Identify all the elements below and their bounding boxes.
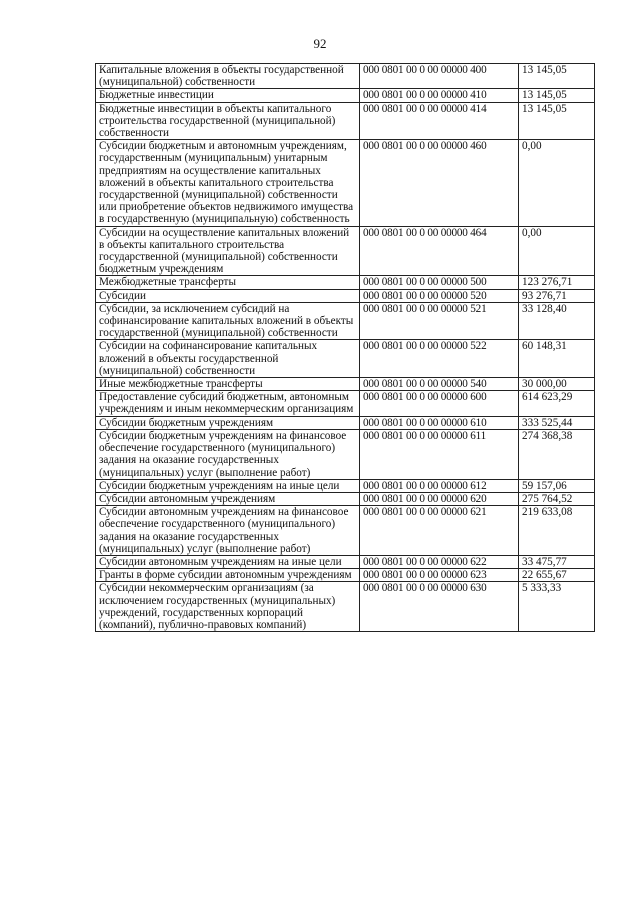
row-code: 000 0801 00 0 00 00000 610: [360, 416, 519, 429]
table-row: [96, 378, 595, 391]
row-code: 000 0801 00 0 00 00000 414: [360, 102, 519, 140]
table-row: [96, 140, 595, 226]
row-amount: 93 276,71: [519, 289, 595, 302]
row-code: 000 0801 00 0 00 00000 612: [360, 479, 519, 492]
row-amount: 274 368,38: [519, 429, 595, 479]
table-row: [96, 391, 595, 416]
row-name: Предоставление субсидий бюджетным, автономным учреждениям и иным некоммерческим организациям: [96, 391, 360, 416]
table-row: [96, 102, 595, 140]
row-code: 000 0801 00 0 00 00000 611: [360, 429, 519, 479]
row-amount: 219 633,08: [519, 506, 595, 556]
table-row: [96, 276, 595, 289]
row-code: 000 0801 00 0 00 00000 623: [360, 569, 519, 582]
row-name: Межбюджетные трансферты: [96, 276, 360, 289]
row-amount: 13 145,05: [519, 89, 595, 102]
row-amount: 33 475,77: [519, 555, 595, 568]
table-row: [96, 555, 595, 568]
table-row: [96, 289, 595, 302]
row-amount: 13 145,05: [519, 102, 595, 140]
row-code: 000 0801 00 0 00 00000 400: [360, 64, 519, 89]
row-name: Бюджетные инвестиции в объекты капитального строительства государственной (муниципальной) собственности: [96, 102, 360, 140]
row-name: Капитальные вложения в объекты государственной (муниципальной) собственности: [96, 64, 360, 89]
row-code: 000 0801 00 0 00 00000 622: [360, 555, 519, 568]
row-code: 000 0801 00 0 00 00000 600: [360, 391, 519, 416]
row-name: Субсидии бюджетным учреждениям на финансовое обеспечение государственного (муниципального) задания на оказание государственных (муниципальных) услуг (выполнение работ): [96, 429, 360, 479]
row-name: Субсидии автономным учреждениям на финансовое обеспечение государственного (муниципального) задания на оказание государственных (муниципальных) услуг (выполнение работ): [96, 506, 360, 556]
row-name: Субсидии автономным учреждениям на иные цели: [96, 555, 360, 568]
table-row: [96, 89, 595, 102]
table-row: [96, 340, 595, 378]
table-row: [96, 569, 595, 582]
row-name: Субсидии, за исключением субсидий на софинансирование капитальных вложений в объекты государственной (муниципальной) собственности: [96, 302, 360, 340]
row-name: Бюджетные инвестиции: [96, 89, 360, 102]
row-amount: 614 623,29: [519, 391, 595, 416]
row-code: 000 0801 00 0 00 00000 410: [360, 89, 519, 102]
row-code: 000 0801 00 0 00 00000 621: [360, 506, 519, 556]
table-row: [96, 582, 595, 632]
row-name: Субсидии на осуществление капитальных вложений в объекты капитального строительства государственной (муниципальной) собственности бюджетным учреждениям: [96, 226, 360, 276]
row-name: Субсидии автономным учреждениям: [96, 492, 360, 505]
row-name: Субсидии бюджетным учреждениям: [96, 416, 360, 429]
row-name: Субсидии бюджетным учреждениям на иные цели: [96, 479, 360, 492]
row-amount: 0,00: [519, 226, 595, 276]
page-number: 92: [313, 36, 327, 51]
table-row: [96, 492, 595, 505]
row-code: 000 0801 00 0 00 00000 521: [360, 302, 519, 340]
budget-table: [95, 63, 595, 632]
row-amount: 275 764,52: [519, 492, 595, 505]
table-row: [96, 429, 595, 479]
row-name: Субсидии: [96, 289, 360, 302]
row-code: 000 0801 00 0 00 00000 500: [360, 276, 519, 289]
row-name: Субсидии бюджетным и автономным учреждениям, государственным (муниципальным) унитарным предприятиям на осуществление капитальных вложений в объекты капитального строительства государственной (муниципальной) собственности или приобретение объектов недвижимого имущества в государственную (муниципальную) собственность: [96, 140, 360, 226]
row-amount: 22 655,67: [519, 569, 595, 582]
row-amount: 30 000,00: [519, 378, 595, 391]
row-amount: 333 525,44: [519, 416, 595, 429]
row-name: Иные межбюджетные трансферты: [96, 378, 360, 391]
row-amount: 123 276,71: [519, 276, 595, 289]
row-amount: 13 145,05: [519, 64, 595, 89]
row-code: 000 0801 00 0 00 00000 460: [360, 140, 519, 226]
table-row: [96, 64, 595, 89]
row-amount: 60 148,31: [519, 340, 595, 378]
row-name: Гранты в форме субсидии автономным учреждениям: [96, 569, 360, 582]
row-code: 000 0801 00 0 00 00000 520: [360, 289, 519, 302]
row-code: 000 0801 00 0 00 00000 540: [360, 378, 519, 391]
row-code: 000 0801 00 0 00 00000 464: [360, 226, 519, 276]
row-amount: 0,00: [519, 140, 595, 226]
table-row: [96, 479, 595, 492]
row-code: 000 0801 00 0 00 00000 522: [360, 340, 519, 378]
row-amount: 59 157,06: [519, 479, 595, 492]
row-name: Субсидии на софинансирование капитальных вложений в объекты государственной (муниципальной) собственности: [96, 340, 360, 378]
row-code: 000 0801 00 0 00 00000 620: [360, 492, 519, 505]
row-amount: 5 333,33: [519, 582, 595, 632]
table-row: [96, 416, 595, 429]
table-row: [96, 302, 595, 340]
row-code: 000 0801 00 0 00 00000 630: [360, 582, 519, 632]
row-name: Субсидии некоммерческим организациям (за исключением государственных (муниципальных) учреждений, государственных корпораций (компаний), публично-правовых компаний): [96, 582, 360, 632]
table-row: [96, 226, 595, 276]
table-row: [96, 506, 595, 556]
row-amount: 33 128,40: [519, 302, 595, 340]
